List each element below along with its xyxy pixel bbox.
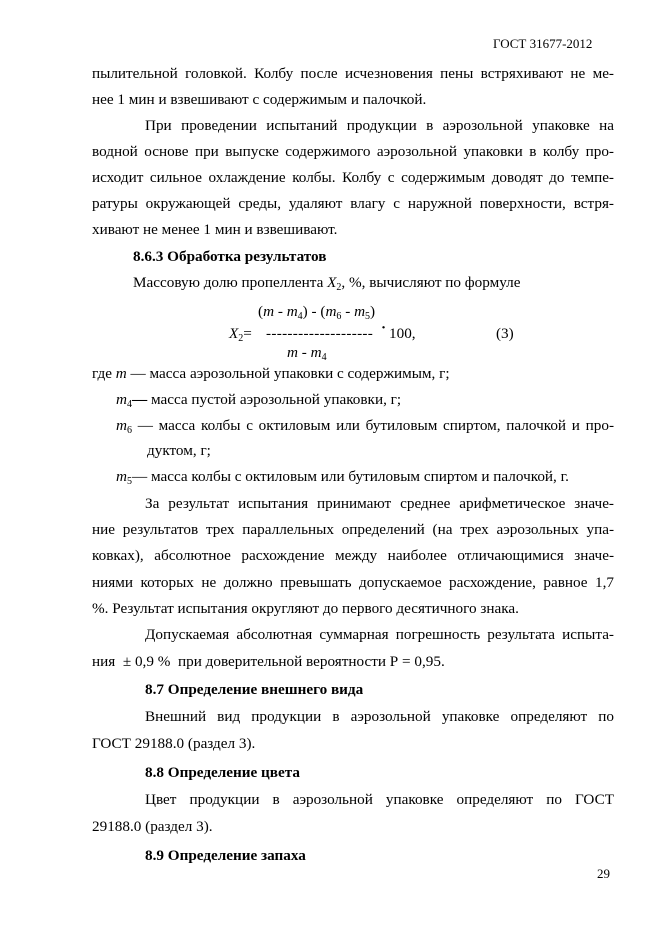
definition-line: $m_5—$ масса колбы с октиловым или бутиловым спиртом и палочкой, г.	[116, 468, 569, 487]
text-line: ния ± 0,9 % при доверительной вероятности Р = 0,95.	[92, 653, 445, 670]
page-number: 29	[597, 866, 610, 881]
text-line: ГОСТ 29188.0 (раздел 3).	[92, 735, 256, 752]
text-line: ниями которых не должно превышать допускаемое расхождение, равное 1,7	[92, 574, 614, 591]
text-line: ние результатов трех параллельных определений (на трех аэрозольных упа-	[92, 521, 614, 538]
fraction-bar: --------------------	[266, 325, 374, 342]
text-line: хивают не менее 1 мин и взвешивают.	[92, 221, 338, 238]
formula-numerator: $(m - m_4) - (m_6 - m_5)$	[258, 303, 376, 322]
section-heading: 8.8 Определение цвета	[145, 764, 300, 781]
text-line: Допускаемая абсолютная суммарная погрешность результата испыта-	[145, 626, 614, 643]
formula-denominator: m - $m_4$	[287, 344, 327, 363]
text-line: исходит сильное охлаждение колбы. Колбу с содержимым доводят до темпе-	[92, 169, 614, 186]
text-line: 29188.0 (раздел 3).	[92, 818, 213, 835]
text-line: Массовую долю пропеллента $X_2$, %, вычисляют по формуле	[133, 274, 521, 293]
formula-factor: 100,	[389, 325, 416, 342]
document-header: ГОСТ 31677-2012	[493, 36, 593, 51]
text-line: %. Результат испытания округляют до первого десятичного знака.	[92, 600, 519, 617]
multiply-dot: ·	[381, 319, 387, 336]
text-line: За результат испытания принимают среднее арифметическое значе-	[145, 495, 614, 512]
section-heading: 8.6.3 Обработка результатов	[133, 248, 327, 265]
definition-line: $m_6$ — масса колбы с октиловым или бутиловым спиртом, палочкой и про-	[116, 417, 614, 436]
definition-line: дуктом, г;	[147, 442, 211, 459]
text-line: ратуры окружающей среды, удаляют влагу с наружной поверхности, встря-	[92, 195, 614, 212]
text-line: Внешний вид продукции в аэрозольной упаковке определяют по	[145, 708, 614, 725]
text-line: ковках), абсолютное расхождение между наиболее отличающимися значе-	[92, 547, 614, 564]
section-heading: 8.9 Определение запаха	[145, 847, 306, 864]
definition-line: $m_4—$ масса пустой аэрозольной упаковки, г;	[116, 391, 402, 410]
definition-line: где m — масса аэрозольной упаковки с содержимым, г;	[92, 365, 450, 382]
text-line: При проведении испытаний продукции в аэрозольной упаковке на	[145, 117, 614, 134]
section-heading: 8.7 Определение внешнего вида	[145, 681, 364, 698]
text-line: Цвет продукции в аэрозольной упаковке определяют по ГОСТ	[145, 791, 614, 808]
formula-lhs: $X_2=$	[229, 325, 252, 344]
text-line: пылительной головкой. Колбу после исчезновения пены встряхивают не ме-	[92, 65, 614, 82]
text-line: водной основе при выпуске содержимого аэрозольной упаковки в колбу про-	[92, 143, 614, 160]
equation-number: (3)	[496, 325, 514, 342]
text-line: нее 1 мин и взвешивают с содержимым и палочкой.	[92, 91, 427, 108]
